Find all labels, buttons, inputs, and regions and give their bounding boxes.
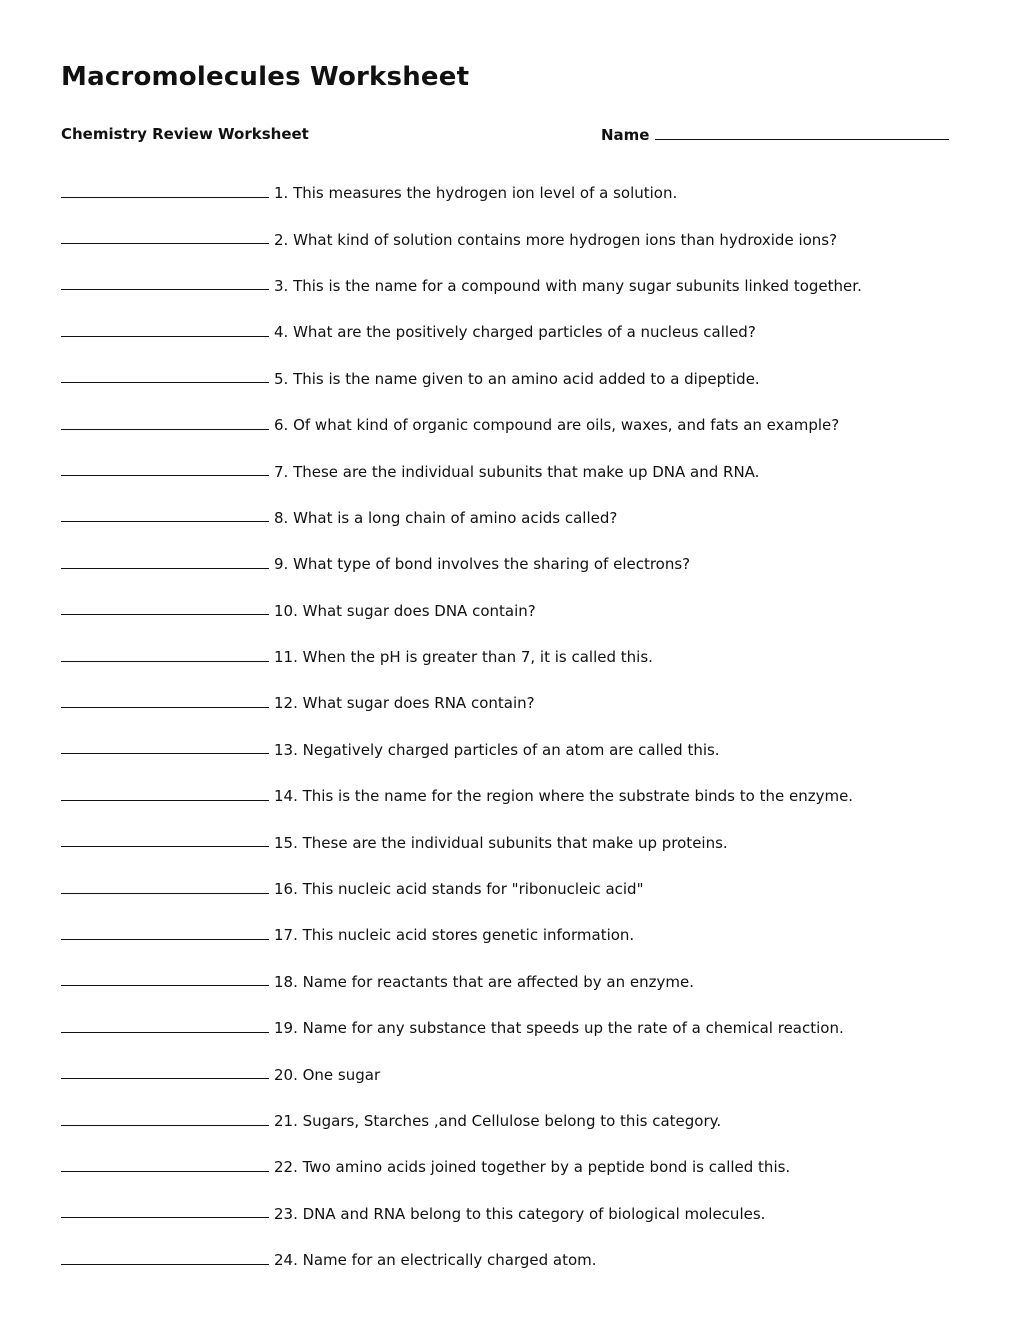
question-row	[61, 402, 981, 448]
answer-blank[interactable]	[61, 1157, 269, 1172]
question-list	[61, 170, 981, 1283]
answer-blank[interactable]	[61, 925, 269, 940]
question-row	[61, 819, 981, 865]
question-row	[61, 588, 981, 634]
answer-blank[interactable]	[61, 1203, 269, 1218]
question-text: 10. What sugar does DNA contain?	[274, 601, 536, 620]
question-text: 23. DNA and RNA belong to this category of biological molecules.	[274, 1204, 766, 1223]
question-text: 22. Two amino acids joined together by a peptide bond is called this.	[274, 1158, 791, 1177]
question-row	[61, 356, 981, 402]
name-input-line[interactable]	[655, 125, 949, 140]
answer-blank[interactable]	[61, 1064, 269, 1079]
answer-blank[interactable]	[61, 647, 269, 662]
answer-blank[interactable]	[61, 879, 269, 894]
answer-blank[interactable]	[61, 600, 269, 615]
question-text: 8. What is a long chain of amino acids called?	[274, 508, 618, 527]
subtitle: Chemistry Review Worksheet	[61, 125, 309, 143]
question-text: 4. What are the positively charged particles of a nucleus called?	[274, 323, 756, 342]
question-row	[61, 727, 981, 773]
question-row	[61, 959, 981, 1005]
question-text: 20. One sugar	[274, 1065, 381, 1084]
answer-blank[interactable]	[61, 322, 269, 337]
question-row	[61, 170, 981, 216]
question-text: 19. Name for any substance that speeds up the rate of a chemical reaction.	[274, 1019, 844, 1038]
answer-blank[interactable]	[61, 229, 269, 244]
question-row	[61, 263, 981, 309]
question-text: 6. Of what kind of organic compound are oils, waxes, and fats an example?	[274, 416, 840, 435]
question-row	[61, 1191, 981, 1237]
question-text: 11. When the pH is greater than 7, it is called this.	[274, 648, 653, 667]
question-text: 5. This is the name given to an amino acid added to a dipeptide.	[274, 369, 760, 388]
question-row	[61, 1144, 981, 1190]
question-row	[61, 495, 981, 541]
question-row	[61, 773, 981, 819]
question-text: 16. This nucleic acid stands for "ribonucleic acid"	[274, 880, 644, 899]
question-text: 18. Name for reactants that are affected by an enzyme.	[274, 972, 694, 991]
question-row	[61, 866, 981, 912]
page-title: Macromolecules Worksheet	[61, 62, 470, 92]
answer-blank[interactable]	[61, 183, 269, 198]
answer-blank[interactable]	[61, 1018, 269, 1033]
question-row	[61, 634, 981, 680]
question-text: 3. This is the name for a compound with many sugar subunits linked together.	[274, 276, 862, 295]
question-text: 21. Sugars, Starches ,and Cellulose belong to this category.	[274, 1112, 722, 1130]
answer-blank[interactable]	[61, 415, 269, 430]
question-row	[61, 448, 981, 494]
question-text: 14. This is the name for the region where the substrate binds to the enzyme.	[274, 787, 854, 806]
question-text: 13. Negatively charged particles of an atom are called this.	[274, 740, 720, 759]
answer-blank[interactable]	[61, 368, 269, 383]
question-row	[61, 216, 981, 262]
question-text: 12. What sugar does RNA contain?	[274, 694, 535, 713]
answer-blank[interactable]	[61, 739, 269, 754]
question-text: 7. These are the individual subunits that make up DNA and RNA.	[274, 462, 760, 481]
question-row	[61, 680, 981, 726]
question-row	[61, 309, 981, 355]
question-text: 2. What kind of solution contains more hydrogen ions than hydroxide ions?	[274, 230, 838, 249]
answer-blank[interactable]	[61, 461, 269, 476]
answer-blank[interactable]	[61, 693, 269, 708]
answer-blank[interactable]	[61, 554, 269, 569]
name-field-row	[601, 125, 949, 144]
answer-blank[interactable]	[61, 275, 269, 290]
answer-blank[interactable]	[61, 1111, 269, 1126]
question-text: 17. This nucleic acid stores genetic information.	[274, 926, 635, 945]
question-row	[61, 1098, 981, 1144]
answer-blank[interactable]	[61, 832, 269, 847]
name-label: Name	[601, 126, 650, 144]
question-row	[61, 541, 981, 587]
question-row	[61, 912, 981, 958]
answer-blank[interactable]	[61, 971, 269, 986]
question-row	[61, 1005, 981, 1051]
question-row	[61, 1051, 981, 1097]
answer-blank[interactable]	[61, 1250, 269, 1265]
answer-blank[interactable]	[61, 786, 269, 801]
question-text: 1. This measures the hydrogen ion level of a solution.	[274, 184, 678, 203]
question-text: 9. What type of bond involves the sharing of electrons?	[274, 555, 691, 574]
question-row	[61, 1237, 981, 1283]
question-text: 24. Name for an electrically charged atom.	[274, 1251, 597, 1270]
answer-blank[interactable]	[61, 507, 269, 522]
question-text: 15. These are the individual subunits that make up proteins.	[274, 833, 728, 852]
